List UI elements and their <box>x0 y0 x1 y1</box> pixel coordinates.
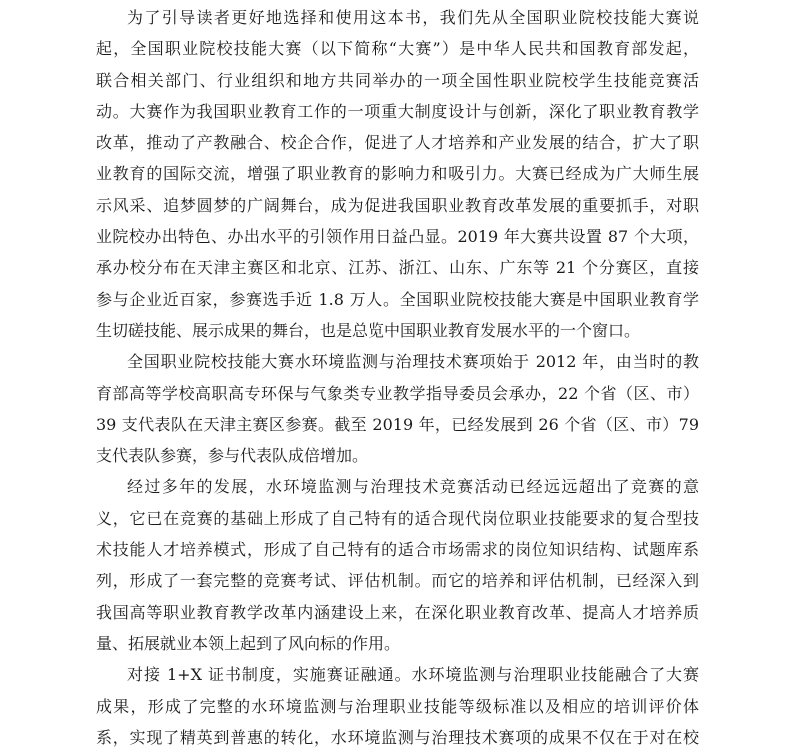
text-line: 列，形成了一套完整的竞赛考试、评估机制。而它的培养和评估机制，已经深入到 <box>96 571 699 591</box>
text-line: 为了引导读者更好地选择和使用这本书，我们先从全国职业院校技能大赛说 <box>127 8 699 27</box>
text-line: 起，全国职业院校技能大赛（以下简称“大赛”）是中华人民共和国教育部发起， <box>96 39 699 59</box>
text-line: 承办校分布在天津主赛区和北京、江苏、浙江、山东、广东等 21 个分赛区，直接 <box>96 258 699 278</box>
text-line: 经过多年的发展，水环境监测与治理技术竞赛活动已经远远超出了竞赛的意 <box>127 477 699 497</box>
text-line: 成果，形成了完整的水环境监测与治理职业技能等级标准以及相应的培训评价体 <box>96 696 699 716</box>
text-line: 义，它已在竞赛的基础上形成了自己特有的适合现代岗位职业技能要求的复合型技 <box>96 508 699 528</box>
text-line: 术技能人才培养模式，形成了自己特有的适合市场需求的岗位知识结构、试题库系 <box>96 540 699 560</box>
text-line: 生切磋技能、展示成果的舞台，也是总览中国职业教育发展水平的一个窗口。 <box>96 320 641 340</box>
text-line: 我国高等职业教育教学改革内涵建设上来，在深化职业教育改革、提高人才培养质 <box>96 602 699 622</box>
text-line: 支代表队参赛，参与代表队成倍增加。 <box>96 446 369 466</box>
text-line: 示风采、追梦圆梦的广阔舞台，成为促进我国职业教育改革发展的重要抓手，对职 <box>96 195 699 215</box>
text-line: 对接 1+X 证书制度，实施赛证融通。水环境监测与治理职业技能融合了大赛 <box>127 665 699 685</box>
paragraph <box>96 659 699 753</box>
paragraph <box>96 2 699 346</box>
text-line: 业院校办出特色、办出水平的引领作用日益凸显。2019 年大赛共设置 87 个大项， <box>96 227 699 247</box>
text-line: 业教育的国际交流，增强了职业教育的影响力和吸引力。大赛已经成为广大师生展 <box>96 164 699 184</box>
paragraph <box>96 471 699 659</box>
text-line: 参与企业近百家，参赛选手近 1.8 万人。全国职业院校技能大赛是中国职业教育学 <box>96 289 699 309</box>
text-line: 育部高等学校高职高专环保与气象类专业教学指导委员会承办，22 个省（区、市） <box>96 383 699 403</box>
text-line: 动。大赛作为我国职业教育工作的一项重大制度设计与创新，深化了职业教育教学 <box>96 101 699 121</box>
document-page <box>96 2 699 753</box>
text-line: 全国职业院校技能大赛水环境监测与治理技术赛项始于 2012 年，由当时的教 <box>127 352 699 372</box>
text-line: 39 支代表队在天津主赛区参赛。截至 2019 年，已经发展到 26 个省（区、市）79 <box>96 414 699 434</box>
text-line: 系，实现了精英到普惠的转化，水环境监测与治理技术赛项的成果不仅在于对在校 <box>96 727 699 747</box>
text-line: 量、拓展就业本领上起到了风向标的作用。 <box>96 633 401 653</box>
paragraph <box>96 346 699 471</box>
text-line: 改革，推动了产教融合、校企合作，促进了人才培养和产业发展的结合，扩大了职 <box>96 133 699 153</box>
text-line: 联合相关部门、行业组织和地方共同举办的一项全国性职业院校学生技能竞赛活 <box>96 70 699 90</box>
